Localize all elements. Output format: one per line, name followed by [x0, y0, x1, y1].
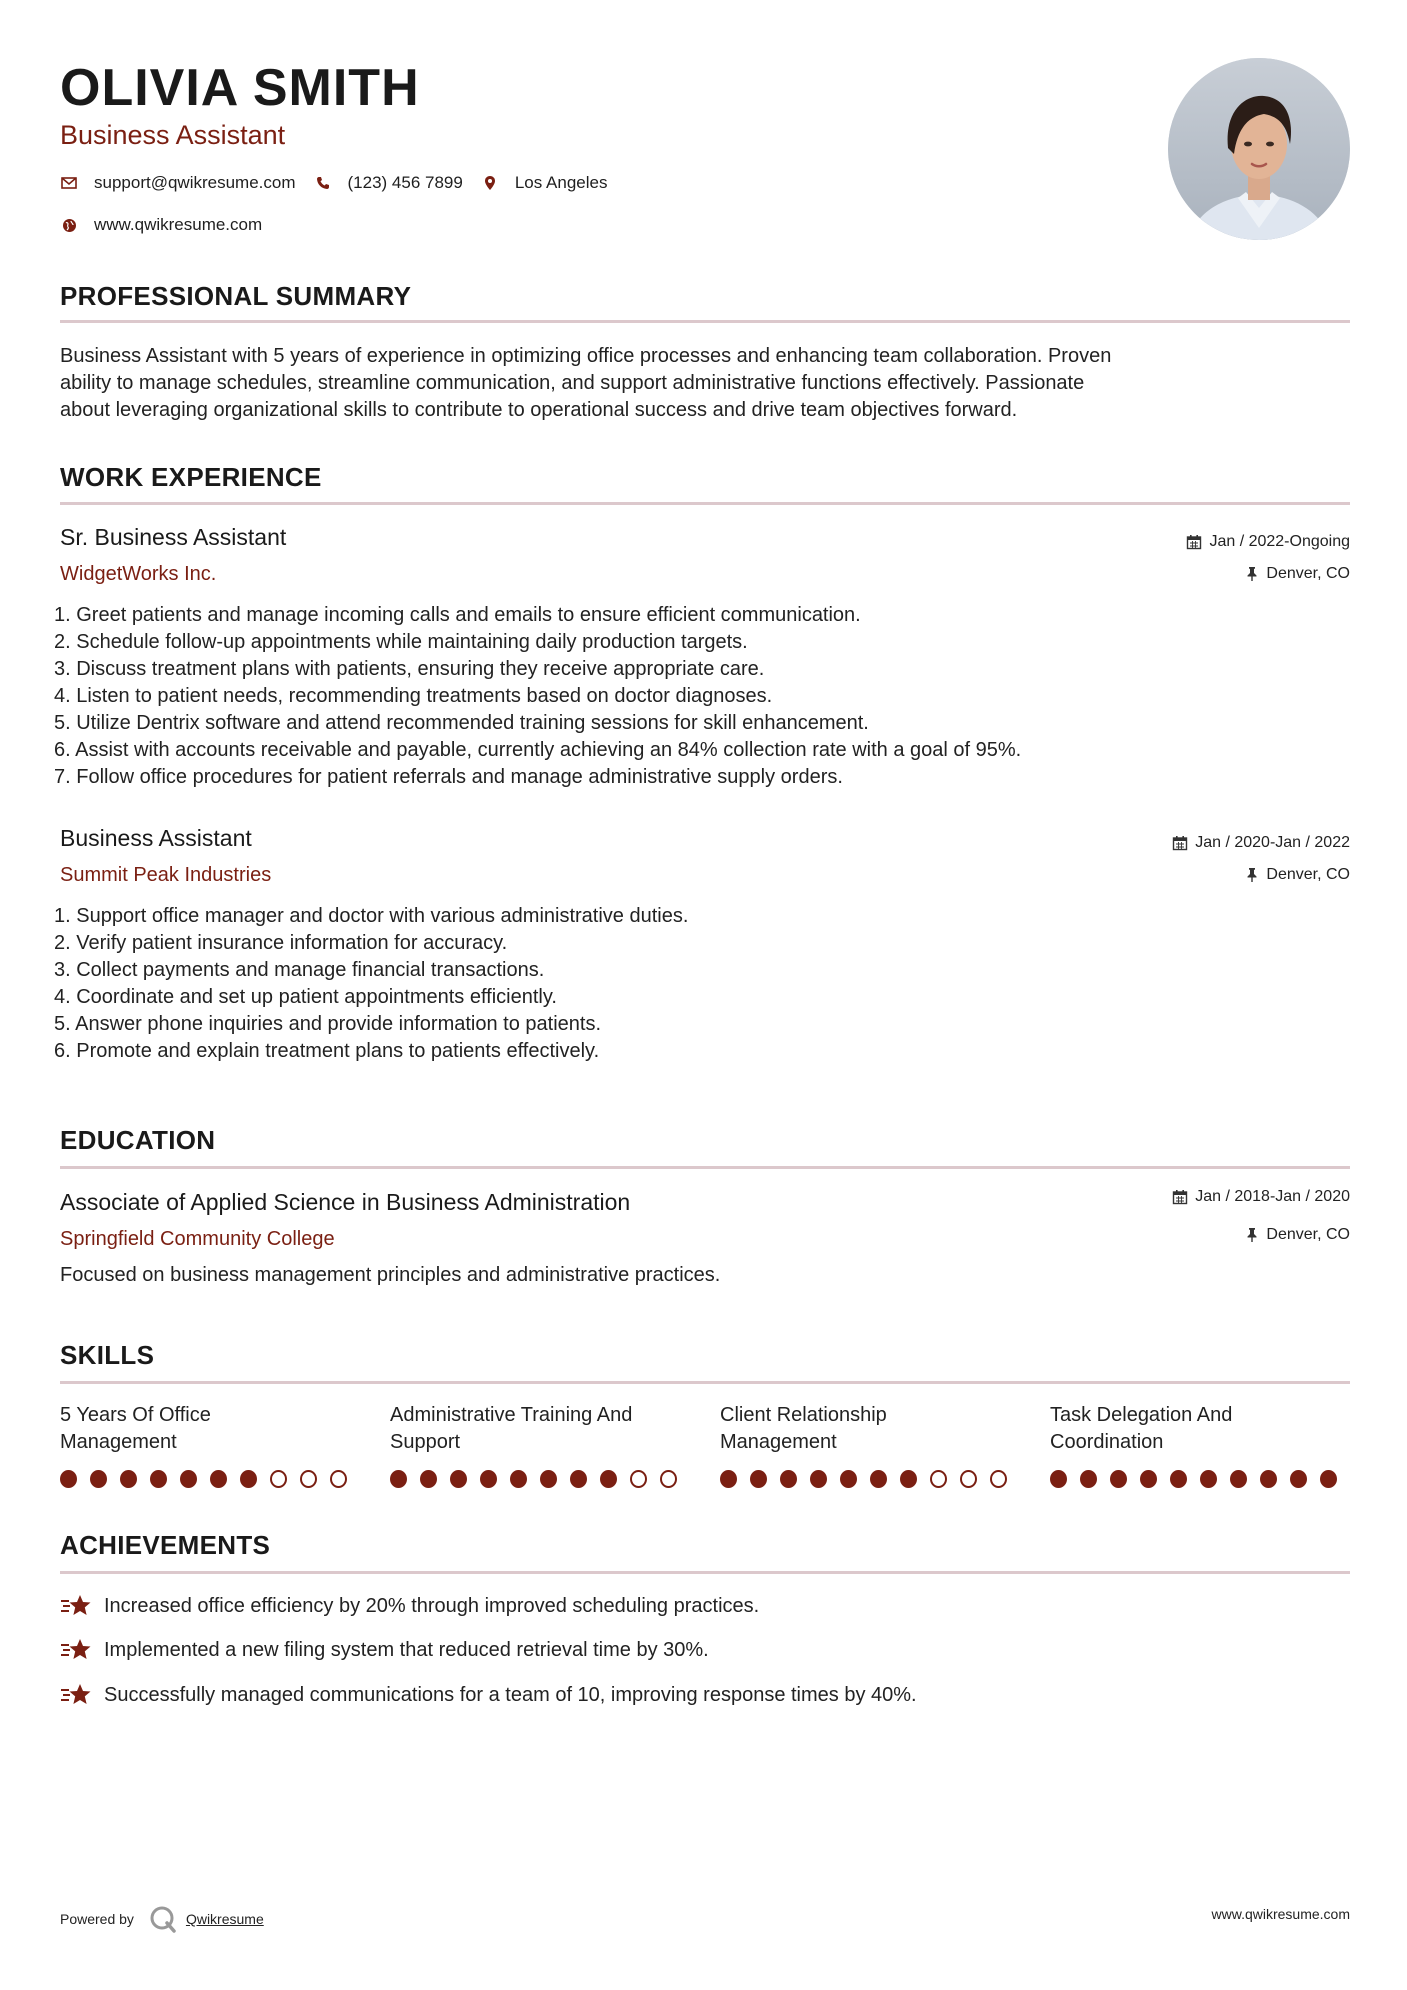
star-icon: [60, 1681, 92, 1709]
rating-dot-filled: [450, 1470, 467, 1488]
rating-dot-filled: [210, 1470, 227, 1488]
rating-dot-filled: [180, 1470, 197, 1488]
rating-dot-filled: [480, 1470, 497, 1488]
job-company: WidgetWorks Inc.: [60, 563, 217, 585]
list-item: 3. Discuss treatment plans with patients, ensuring they receive appropriate care.: [54, 658, 765, 680]
globe-icon: [60, 216, 78, 234]
rating-dot-empty: [660, 1470, 677, 1488]
star-icon: [60, 1636, 92, 1664]
rating-dot-filled: [570, 1470, 587, 1488]
rating-dot-filled: [1290, 1470, 1307, 1488]
education-location: Denver, CO: [1245, 1226, 1350, 1244]
rating-dot-filled: [900, 1470, 917, 1488]
email-text: support@qwikresume.com: [94, 173, 296, 192]
rating-dot-filled: [1320, 1470, 1337, 1488]
rating-dot-filled: [720, 1470, 737, 1488]
calendar-icon: [1172, 1189, 1188, 1205]
star-icon: [60, 1592, 92, 1620]
summary-heading: PROFESSIONAL SUMMARY: [60, 281, 412, 311]
job-title: Business Assistant: [60, 825, 252, 851]
skills-heading: SKILLS: [60, 1340, 155, 1370]
list-item: 2. Schedule follow-up appointments while maintaining daily production targets.: [54, 631, 748, 653]
skill-item: [720, 1402, 1020, 1488]
skill-rating: [60, 1470, 360, 1488]
job-dates: Jan / 2020-Jan / 2022: [1172, 834, 1350, 852]
summary-line: about leveraging organizational skills to contribute to operational success and drive team objectives forward.: [60, 399, 1018, 421]
list-item: 4. Listen to patient needs, recommending treatments based on doctor diagnoses.: [54, 685, 773, 707]
resume-page: [54, 0, 1350, 1990]
candidate-name: OLIVIA SMITH: [60, 59, 420, 117]
rating-dot-filled: [1200, 1470, 1217, 1488]
rating-dot-filled: [120, 1470, 137, 1488]
list-item: 6. Promote and explain treatment plans to patients effectively.: [54, 1040, 600, 1062]
rating-dot-filled: [780, 1470, 797, 1488]
rating-dot-filled: [1110, 1470, 1127, 1488]
list-item: 1. Support office manager and doctor with various administrative duties.: [54, 905, 689, 927]
calendar-icon: [1186, 534, 1202, 550]
rating-dot-filled: [540, 1470, 557, 1488]
rating-dot-filled: [750, 1470, 767, 1488]
skill-item: [1050, 1402, 1350, 1488]
pushpin-icon: [1245, 566, 1259, 582]
achievements-heading: ACHIEVEMENTS: [60, 1530, 271, 1560]
contact-location: [481, 173, 608, 193]
job-location: Denver, CO: [1245, 866, 1350, 884]
education-description: Focused on business management principles and administrative practices.: [60, 1264, 721, 1286]
rating-dot-filled: [1080, 1470, 1097, 1488]
rating-dot-empty: [930, 1470, 947, 1488]
skill-rating: [1050, 1470, 1350, 1488]
rating-dot-empty: [330, 1470, 347, 1488]
summary-divider: [60, 320, 1350, 323]
phone-icon: [314, 174, 332, 192]
pushpin-icon: [1245, 1227, 1259, 1243]
degree-title: Associate of Applied Science in Business Administration: [60, 1189, 631, 1215]
qwikresume-link[interactable]: Qwikresume: [185, 1911, 264, 1927]
rating-dot-filled: [510, 1470, 527, 1488]
contact-row: [60, 173, 625, 193]
skill-name: Client Relationship Management: [720, 1404, 887, 1453]
list-item: 5. Utilize Dentrix software and attend recommended training sessions for skill enhancement.: [54, 712, 869, 734]
list-item: 1. Greet patients and manage incoming calls and emails to ensure efficient communication.: [54, 604, 861, 626]
profile-photo: [1168, 58, 1350, 240]
contact-email[interactable]: [60, 173, 296, 193]
achievement-item: Increased office efficiency by 20% through improved scheduling practices.: [60, 1592, 759, 1620]
footer-website[interactable]: www.qwikresume.com: [1211, 1906, 1350, 1922]
rating-dot-empty: [300, 1470, 317, 1488]
rating-dot-filled: [150, 1470, 167, 1488]
summary-line: Business Assistant with 5 years of experience in optimizing office processes and enhancing team collaboration. Proven: [60, 345, 1112, 367]
job-bullets: [54, 602, 1350, 791]
rating-dot-filled: [870, 1470, 887, 1488]
map-pin-icon: [481, 174, 499, 192]
rating-dot-filled: [810, 1470, 827, 1488]
pushpin-icon: [1245, 867, 1259, 883]
rating-dot-empty: [960, 1470, 977, 1488]
rating-dot-empty: [990, 1470, 1007, 1488]
rating-dot-filled: [1230, 1470, 1247, 1488]
rating-dot-filled: [60, 1470, 77, 1488]
skill-name: Task Delegation And Coordination: [1050, 1404, 1233, 1453]
list-item: 4. Coordinate and set up patient appointments efficiently.: [54, 986, 557, 1008]
experience-divider: [60, 502, 1350, 505]
rating-dot-empty: [630, 1470, 647, 1488]
achievements-divider: [60, 1571, 1350, 1574]
skill-item: [60, 1402, 360, 1488]
list-item: 2. Verify patient insurance information for accuracy.: [54, 932, 508, 954]
calendar-icon: [1172, 835, 1188, 851]
education-dates: Jan / 2018-Jan / 2020: [1172, 1188, 1350, 1206]
achievement-item: Successfully managed communications for a team of 10, improving response times by 40%.: [60, 1681, 917, 1709]
rating-dot-filled: [90, 1470, 107, 1488]
phone-text: (123) 456 7899: [347, 173, 463, 192]
experience-heading: WORK EXPERIENCE: [60, 462, 322, 492]
rating-dot-filled: [1170, 1470, 1187, 1488]
footer-powered-by: Powered by Qwikresume: [60, 1904, 264, 1934]
list-item: 3. Collect payments and manage financial transactions.: [54, 959, 545, 981]
list-item: 6. Assist with accounts receivable and payable, currently achieving an 84% collection rate with a goal of 95%.: [54, 739, 1022, 761]
skill-rating: [390, 1470, 690, 1488]
rating-dot-filled: [840, 1470, 857, 1488]
envelope-icon: [60, 174, 78, 192]
rating-dot-filled: [390, 1470, 407, 1488]
contact-website[interactable]: [60, 215, 262, 235]
location-text: Los Angeles: [514, 173, 608, 192]
list-item: 5. Answer phone inquiries and provide information to patients.: [54, 1013, 602, 1035]
rating-dot-filled: [240, 1470, 257, 1488]
website-text: www.qwikresume.com: [94, 215, 263, 234]
rating-dot-filled: [1050, 1470, 1067, 1488]
summary-line: ability to manage schedules, streamline communication, and support administrative functions effectively. Passionate: [60, 372, 1085, 394]
summary-text: [60, 343, 1350, 424]
job-title: Sr. Business Assistant: [60, 524, 287, 550]
rating-dot-filled: [600, 1470, 617, 1488]
rating-dot-empty: [270, 1470, 287, 1488]
education-heading: EDUCATION: [60, 1125, 216, 1155]
skill-item: [390, 1402, 690, 1488]
skill-name: 5 Years Of Office Management: [60, 1404, 211, 1453]
contact-phone[interactable]: [314, 173, 463, 193]
rating-dot-filled: [420, 1470, 437, 1488]
list-item: 7. Follow office procedures for patient referrals and manage administrative supply orders.: [54, 766, 843, 788]
education-divider: [60, 1166, 1350, 1169]
job-dates: Jan / 2022-Ongoing: [1186, 533, 1350, 551]
job-bullets: [54, 903, 1350, 1065]
achievement-item: Implemented a new filing system that reduced retrieval time by 30%.: [60, 1636, 709, 1664]
school-name: Springfield Community College: [60, 1228, 335, 1250]
rating-dot-filled: [1140, 1470, 1157, 1488]
skill-rating: [720, 1470, 1020, 1488]
skills-divider: [60, 1381, 1350, 1384]
qwikresume-logo-icon: [148, 1904, 178, 1934]
candidate-role: Business Assistant: [60, 120, 286, 150]
job-company: Summit Peak Industries: [60, 864, 272, 886]
rating-dot-filled: [1260, 1470, 1277, 1488]
skill-name: Administrative Training And Support: [390, 1404, 633, 1453]
job-location: Denver, CO: [1245, 565, 1350, 583]
